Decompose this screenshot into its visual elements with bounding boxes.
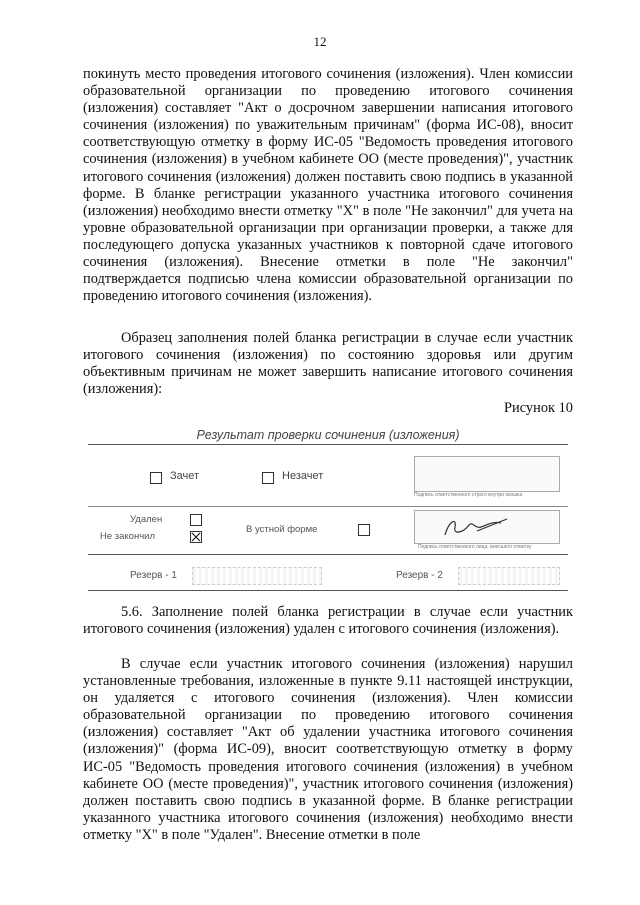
removed-checkbox[interactable]	[190, 514, 202, 526]
registration-form-fragment	[88, 424, 568, 592]
oral-form-label: В устной форме	[246, 524, 318, 535]
not-finished-signature-caption: Подпись ответственного лица, внесшего отметку	[418, 544, 532, 550]
form-mid-line	[88, 506, 568, 507]
form-top-line	[88, 444, 568, 445]
page-number: 12	[313, 34, 327, 49]
pass-signature-caption: Подпись ответственного строго внутри окошка	[414, 492, 523, 498]
pass-signature-box[interactable]	[414, 456, 560, 492]
reserve-2-field[interactable]	[458, 567, 560, 585]
fail-checkbox[interactable]	[262, 472, 274, 484]
oral-form-checkbox[interactable]	[358, 524, 370, 536]
not-finished-signature-box[interactable]	[414, 510, 560, 544]
paragraph-2: Образец заполнения полей бланка регистрации в случае если участник итогового сочинения (изложения) по состоянию здоровья или другим объективным причинам не может завершить написание итогового сочинения (изложения):	[83, 330, 573, 398]
pass-checkbox[interactable]	[150, 472, 162, 484]
paragraph-4: В случае если участник итогового сочинения (изложения) нарушил установленные требования, изложенные в пункте 9.11 настоящей инструкции, он удаляется с итогового сочинения (изложения). Член комиссии образовательной организации по проведению итогового сочинения (изложения) составляет "Акт об удалении участника итогового сочинения (изложения)" (форма ИС-09), вносит соответствующую отметку в форму ИС-05 "Ведомость проведения итогового сочинения (изложения) в учебном кабинете ОО (месте проведения)", участник итогового сочинения (изложения) должен поставить свою подпись в указанной форме. В бланке регистрации указанного участника итогового сочинения (изложения) необходимо внести отметку "X" в поле "Удален". Внесение отметки в поле	[83, 656, 573, 843]
reserve-1-label: Резерв - 1	[130, 570, 177, 581]
paragraph-1: покинуть место проведения итогового сочинения (изложения). Член комиссии образовательной организации по проведению итогового сочинения (изложения) составляет "Акт о досрочном завершении написания итогового сочинения (изложения) по уважительным причинам" (форма ИС-08), вносит соответствующую отметку в форму ИС-05 "Ведомость проведения итогового сочинения (изложения) в учебном кабинете ОО (месте проведения)", участник итогового сочинения (изложения) должен поставить свою подпись в указанной форме. В бланке регистрации указанного участника итогового сочинения (изложения) необходимо внести отметку "X" в поле "Не закончил" для учета на уровне образовательной организации при организации проверки, а также для последующего допуска указанных участников к повторной сдаче итогового сочинения (изложения). Внесение отметки в поле "Не закончил" подтверждается подписью члена комиссии образовательной организации по проведению итогового сочинения (изложения).	[83, 66, 573, 305]
reserve-1-field[interactable]	[192, 567, 322, 585]
paragraph-3: 5.6. Заполнение полей бланка регистрации в случае если участник итогового сочинения (изложения) удален с итогового сочинения (изложения).	[83, 604, 573, 638]
form-bottom-line	[88, 590, 568, 591]
removed-label: Удален	[130, 514, 163, 525]
handwritten-signature-icon	[415, 511, 559, 543]
x-mark-icon	[191, 532, 201, 542]
form-lower-line	[88, 554, 568, 555]
reserve-2-label: Резерв - 2	[396, 570, 443, 581]
fail-label: Незачет	[282, 470, 324, 482]
figure-label: Рисунок 10	[504, 400, 573, 416]
not-finished-label: Не закончил	[100, 531, 156, 542]
form-section-title: Результат проверки сочинения (изложения)	[196, 428, 460, 442]
pass-label: Зачет	[170, 470, 200, 482]
not-finished-checkbox[interactable]	[190, 531, 202, 543]
